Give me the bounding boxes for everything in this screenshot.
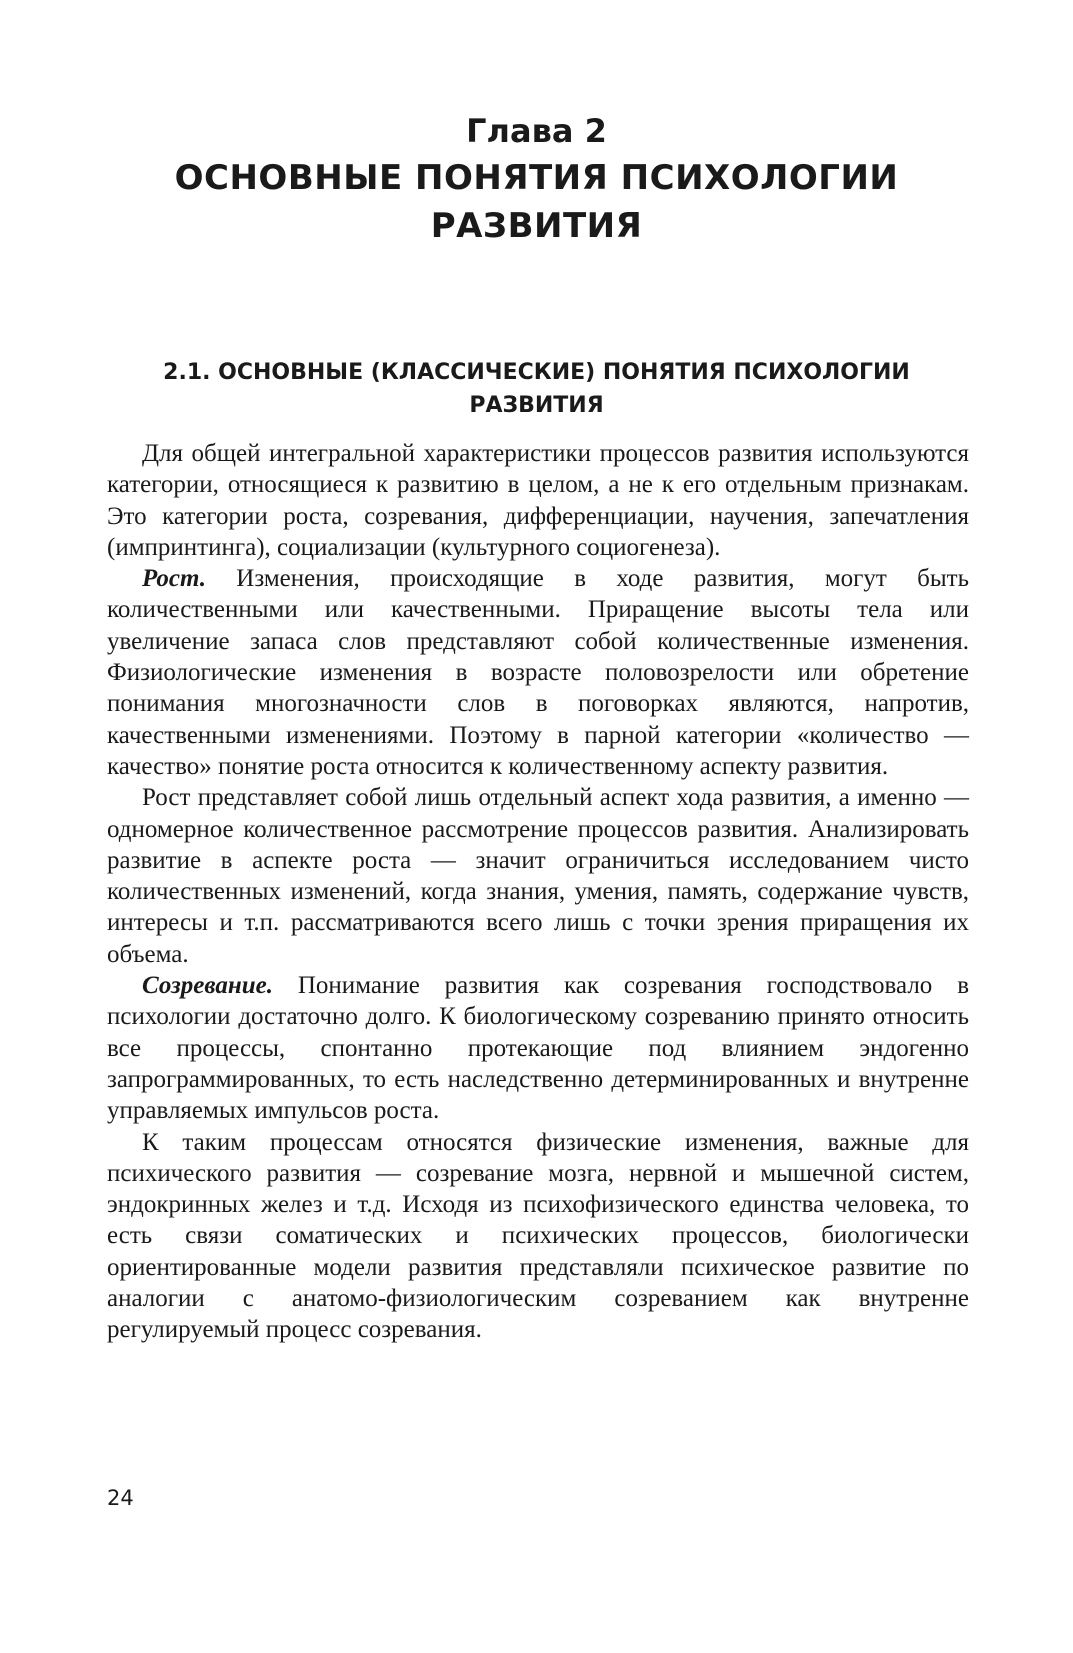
chapter-title-line-2: РАЗВИТИЯ [430, 206, 643, 246]
chapter-header [0, 108, 1073, 250]
paragraph-maturation [107, 970, 969, 1126]
chapter-label: Глава 2 [466, 112, 607, 150]
paragraph-growth [107, 563, 969, 782]
term-maturation: Созревание. [142, 972, 273, 1000]
section-heading-line-1: 2.1. ОСНОВНЫЕ (КЛАССИЧЕСКИЕ) ПОНЯТИЯ ПСИХОЛОГИИ [163, 360, 910, 385]
paragraph-intro: Для общей интегральной характеристики процессов развития используются категории, относящиеся к развитию в целом, а не к его отдельным признакам. Это категории роста, созревания, дифференциации, научения, запечатления (импринтинга), социализации (культурного социогенеза). [107, 440, 969, 561]
paragraph-maturation-processes: К таким процессам относятся физические изменения, важные для психического развития — созревание мозга, нервной и мышечной систем, эндокринных желез и т.д. Исходя из психофизического единства человека, то есть связи соматических и психических процессов, биологически ориентированные модели развития представляли психическое развитие по аналогии с анатомо-физиологическим созреванием как внутренне регулируемый процесс созревания. [107, 1128, 969, 1344]
paragraph-growth-aspect: Рост представляет собой лишь отдельный аспект хода развития, а именно — одномерное количественное рассмотрение процессов развития. Анализировать развитие в аспекте роста — значит ограничиться исследованием чисто количественных изменений, когда знания, умения, память, содержание чувств, интересы и т.п. рассматриваются всего лишь с точки зрения приращения их объема. [107, 784, 969, 968]
paragraph-growth-text: Изменения, происходящие в ходе развития, могут быть количественными или качественными. Приращение высоты тела или увеличение запаса слов представляют собой количественные изменения. Физиологические изменения в возрасте половозрелости или обретение понимания многозначности слов в поговорках являются, напротив, качественными изменениями. Поэтому в парной категории «количество — качество» понятие роста относится к количественному аспекту развития. [107, 565, 969, 780]
paragraph-maturation-text: Понимание развития как созревания господствовало в психологии достаточно долго. К биологическому созреванию принято относить все процессы, спонтанно протекающие под влиянием эндогенно запрограммированных, то есть наследственно детерминированных и внутренне управляемых импульсов роста. [107, 972, 969, 1125]
chapter-title-line-1: ОСНОВНЫЕ ПОНЯТИЯ ПСИХОЛОГИИ [174, 158, 899, 198]
section-heading [80, 356, 993, 422]
term-growth: Рост. [142, 565, 206, 593]
section-heading-line-2: РАЗВИТИЯ [469, 393, 604, 418]
body-text [107, 438, 969, 1346]
page-number: 24 [107, 1486, 134, 1510]
